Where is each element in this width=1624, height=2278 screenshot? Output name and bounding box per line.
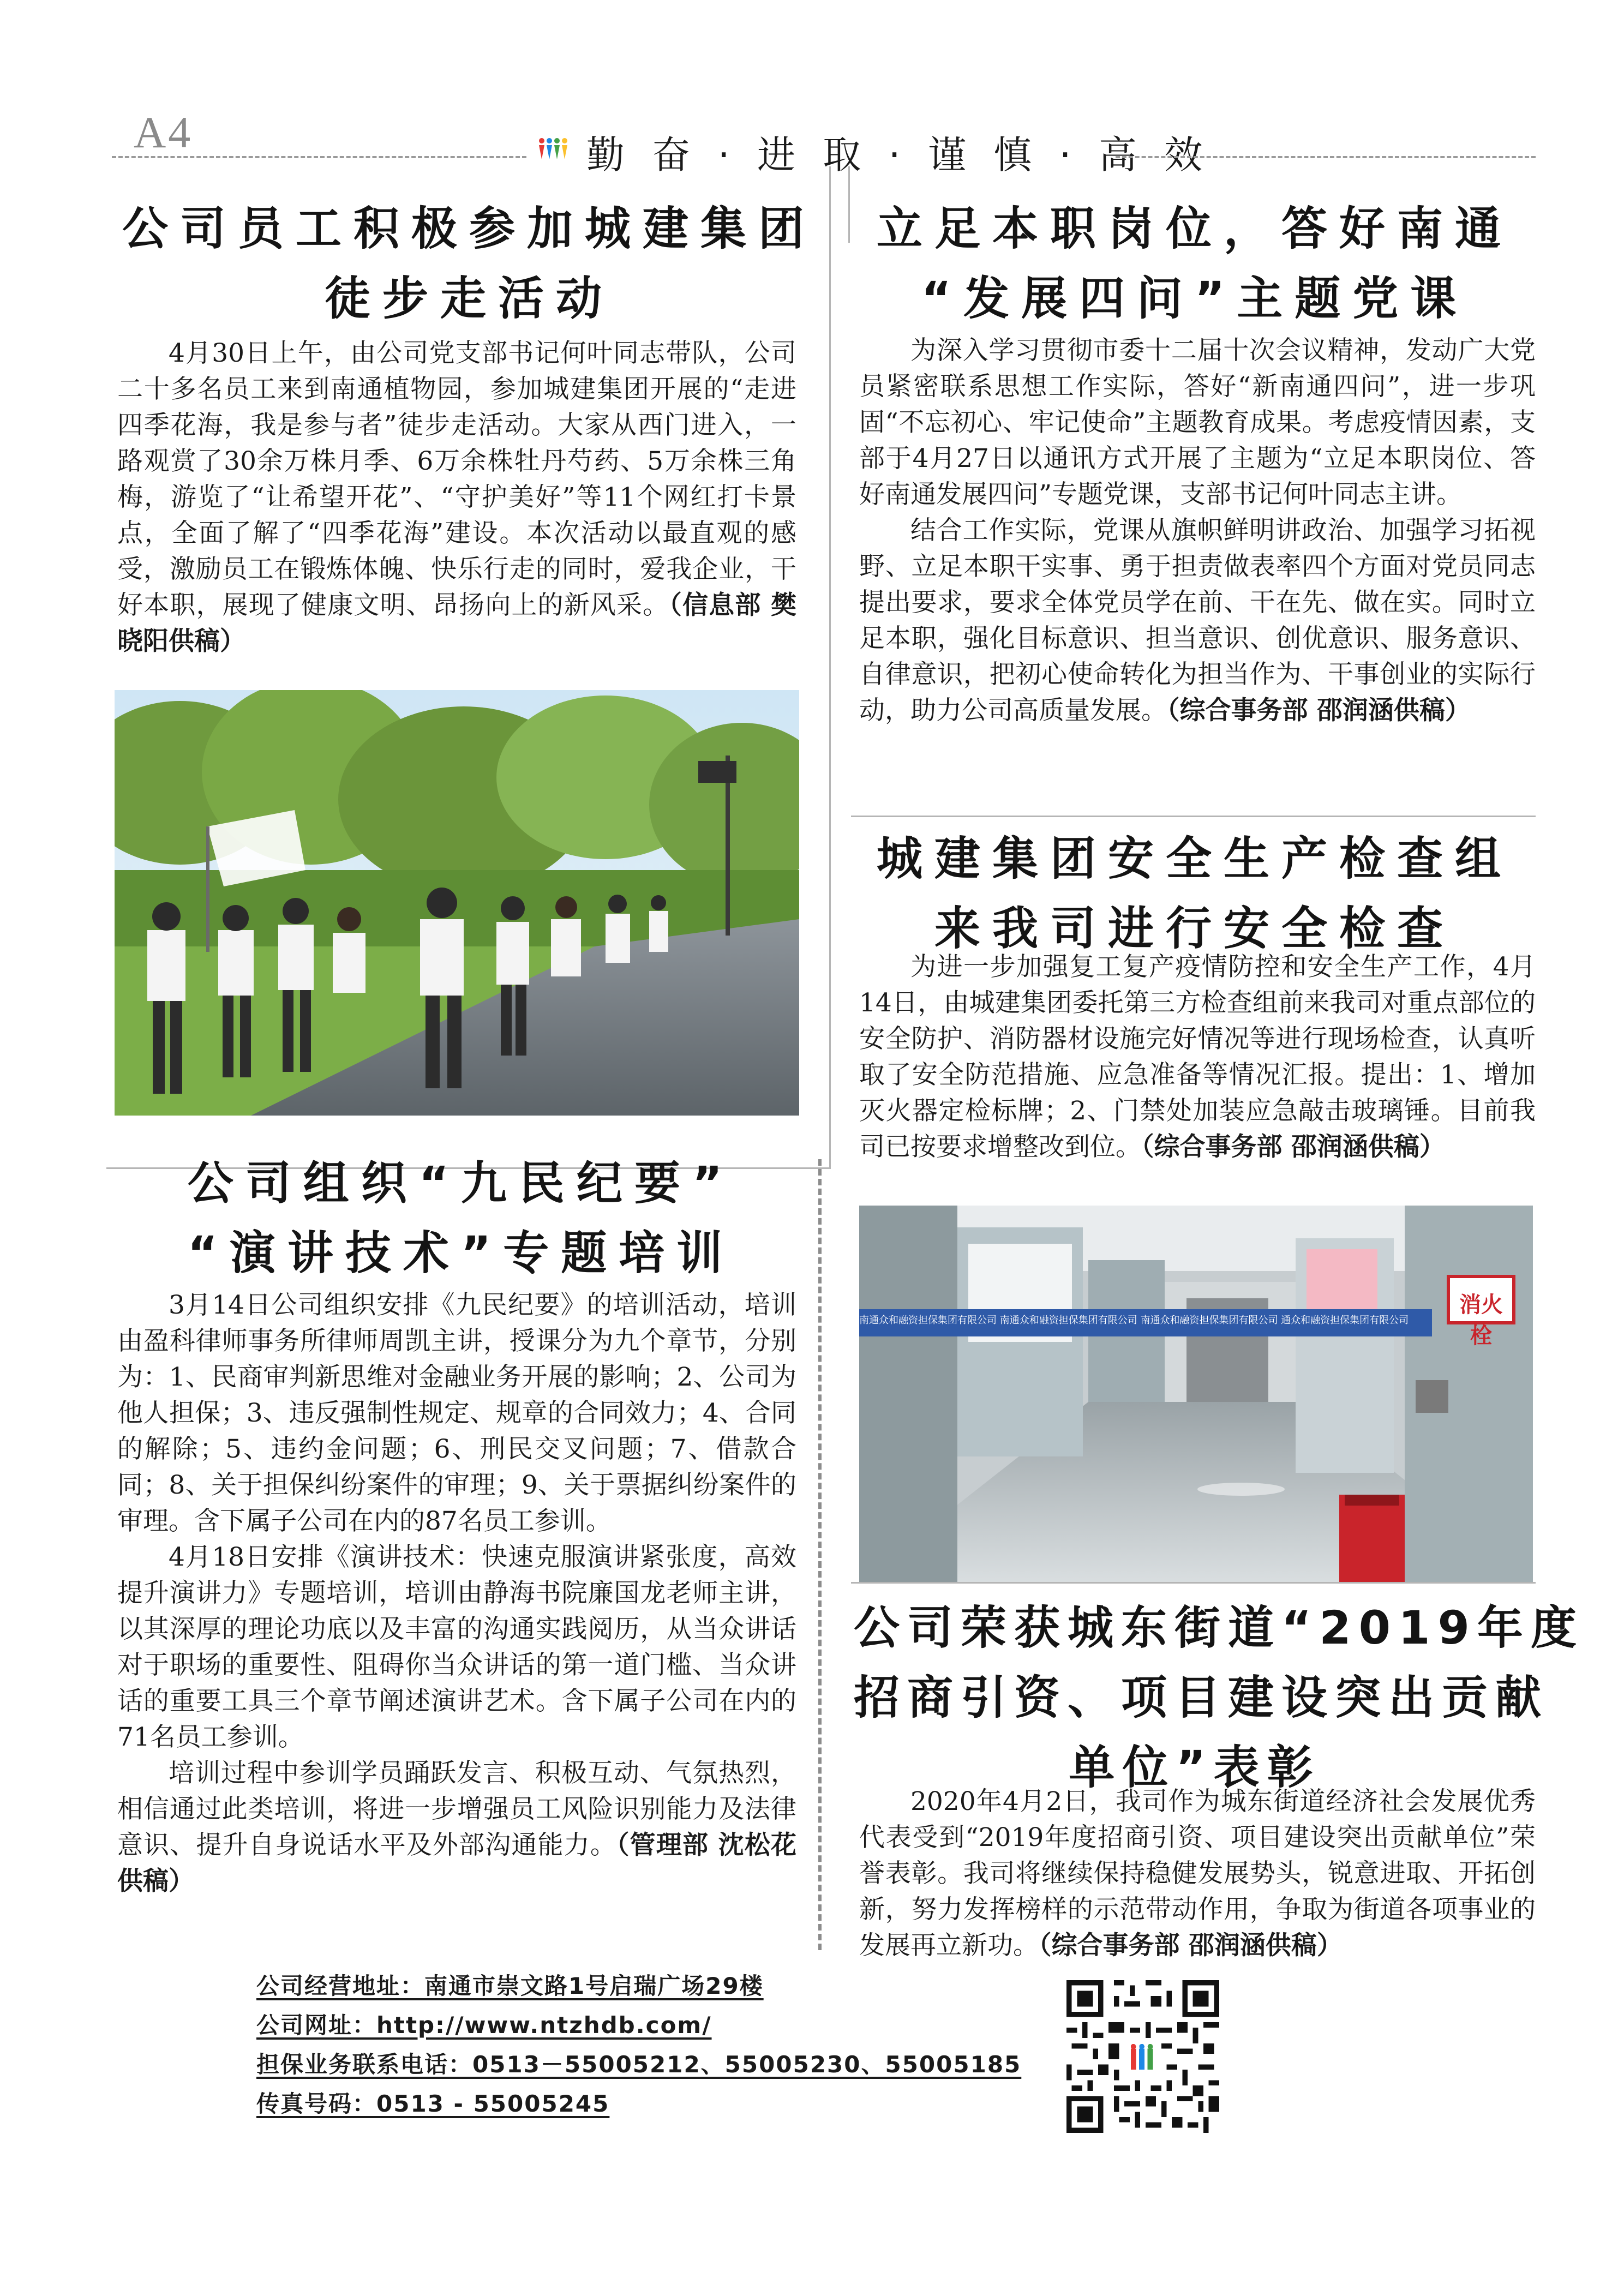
page-number: A4 (134, 107, 193, 157)
article3-title-line1: 城建集团安全生产检查组 (876, 832, 1513, 885)
article1-credit: （信息部 樊晓阳供稿） (117, 590, 796, 656)
article3-paragraph: 为进一步加强复工复产疫情防控和安全生产工作，4月14日，由城建集团委托第三方检查组前来我司对重点部位的安全防护、消防器材设施完好情况等进行现场检查，认真听取了安全防范措施、应急准备等情况汇报。提出：1、增加灭火器定检标牌；2、门禁处加装应急敲击玻璃锤。目前我司已按要求增整改到位。 (859, 952, 1536, 1162)
article1-title-line2: 徒步走活动 (324, 272, 614, 325)
article4-title (115, 1148, 807, 1288)
article2-paragraph1: 为深入学习贯彻市委十二届十次会议精神，发动广大党员紧密联系思想工作实际，答好“新南通四问”，进一步巩固“不忘初心、牢记使命”主题教育成果。考虑疫情因素，支部于4月27日以通讯方式开展了主题为“立足本职岗位、答好南通发展四问”专题党课，支部书记何叶同志主讲。 (859, 335, 1536, 509)
article4-paragraph1: 3月14日公司组织安排《九民纪要》的培训活动，培训由盈科律师事务所律师周凯主讲，授课分为九个章节，分别为：1、民商审判新思维对金融业务开展的影响；2、公司为他人担保；3、违反强制性规定、规章的合同效力；4、合同的解除；5、违约金问题；6、刑民交叉问题；7、借款合同；8、关于担保纠纷案件的审理；9、关于票据纠纷案件的审理。含下属子公司在内的87名员工参训。 (117, 1290, 796, 1536)
article2-title-line1: 立足本职岗位，答好南通 (876, 202, 1513, 255)
header-rule-right (1116, 156, 1536, 158)
article1-body (117, 335, 796, 660)
article5-title-line3: 单位”表彰 (1069, 1741, 1321, 1794)
article4-credit: （管理部 沈松花供稿） (117, 1830, 796, 1896)
photo-glass-banner: 南通众和融资担保集团有限公司 南通众和融资担保集团有限公司 南通众和融资担保集团有限公司 通众和融资担保集团有限公司 (859, 1315, 1409, 1326)
footer-fax: 传真号码：0513 - 55005245 (256, 2090, 610, 2117)
article4-title-line2: “演讲技术”专题培训 (187, 1226, 735, 1280)
header-slogan: 勤 奋 · 进 取 · 谨 慎 · 高 效 (586, 133, 1210, 177)
right-section-divider-2 (851, 1582, 1536, 1584)
article5-body (859, 1784, 1536, 1964)
article4-title-line1: 公司组织“九民纪要” (187, 1156, 735, 1210)
footer-website[interactable]: 公司网址：http://www.ntzhdb.com/ (256, 2012, 712, 2039)
header-rule-left (112, 156, 526, 158)
people-logo-icon (537, 136, 570, 160)
article2-body (859, 333, 1536, 729)
article4-body (117, 1287, 796, 1899)
article5-title-line2: 招商引资、项目建设突出贡献 (854, 1671, 1549, 1724)
column-divider-top (848, 166, 850, 243)
article4-paragraph2: 4月18日安排《演讲技术：快速克服演讲紧张度，高效提升演讲力》专题培训，培训由静海书院廉国龙老师主讲，以其深厚的理论功底以及丰富的沟通实践阅历，从当众讲话对于职场的重要性、阻碍你当众讲话的第一道门槛、当众讲话的重要工具三个章节阐述演讲艺术。含下属子公司在内的71名员工参训。 (117, 1542, 796, 1752)
footer-address: 公司经营地址：南通市崇文路1号启瑞广场29楼 (256, 1973, 764, 1999)
article1-title-line1: 公司员工积极参加城建集团 (122, 202, 816, 255)
article4-paragraph3: 培训过程中参训学员踊跃发言、积极互动、气氛热烈，相信通过此类培训，将进一步增强员工风险识别能力及法律意识、提升自身说话水平及外部沟通能力。 (117, 1758, 796, 1860)
article5-paragraph: 2020年4月2日，我司作为城东街道经济社会发展优秀代表受到“2019年度招商引资、项目建设突出贡献单位”荣誉表彰。我司将继续保持稳健发展势头，锐意进取、开拓创新，努力发挥榜样的示范带动作用，争取为街道各项事业的发展再立新功。 (859, 1787, 1536, 1961)
walking-event-photo (115, 690, 799, 1116)
article3-title-line2: 来我司进行安全检查 (934, 902, 1455, 955)
article5-title-line1: 公司荣获城东街道“2019年度 (854, 1601, 1584, 1654)
article1-paragraph: 4月30日上午，由公司党支部书记何叶同志带队，公司二十多名员工来到南通植物园，参加城建集团开展的“走进四季花海，我是参与者”徒步走活动。大家从西门进入，一路观赏了30余万株月季、6万余株牡丹芍药、5万余株三角梅，游览了“让希望开花”、“守护美好”等11个网红打卡景点，全面了解了“四季花海”建设。本次活动以最直观的感受，激励员工在锻炼体魄、快乐行走的同时，爱我企业，干好本职，展现了健康文明、昂扬向上的新风采。 (117, 338, 796, 620)
right-section-divider-1 (851, 816, 1536, 817)
article2-title-line2: “发展四问”主题党课 (921, 272, 1469, 325)
footer-phone: 担保业务联系电话：0513－55005212、55005230、55005185 (256, 2051, 1022, 2078)
office-corridor-photo (859, 1206, 1533, 1582)
article5-credit: （综合事务部 邵润涵供稿） (1039, 1931, 1343, 1961)
article5-title (854, 1593, 1584, 1802)
article1-title (115, 194, 824, 333)
article3-body (859, 949, 1536, 1165)
qr-code-icon[interactable] (1066, 1980, 1219, 2133)
article2-title (854, 194, 1536, 333)
fire-hydrant-sign: 消火栓 (1459, 1292, 1503, 1348)
article2-credit: （综合事务部 邵润涵供稿） (1167, 696, 1471, 726)
article2-paragraph2: 结合工作实际，党课从旗帜鲜明讲政治、加强学习拓视野、立足本职干实事、勇于担责做表率四个方面对党员同志提出要求，要求全体党员学在前、干在先、做在实。同时立足本职，强化目标意识、担当意识、创优意识、服务意识、自律意识，把初心使命转化为担当作为、干事创业的实际行动，助力公司高质量发展。 (859, 515, 1536, 726)
article3-title (854, 824, 1536, 963)
column-divider-dashed (818, 1159, 822, 1950)
article3-credit: （综合事务部 邵润涵供稿） (1141, 1132, 1445, 1162)
